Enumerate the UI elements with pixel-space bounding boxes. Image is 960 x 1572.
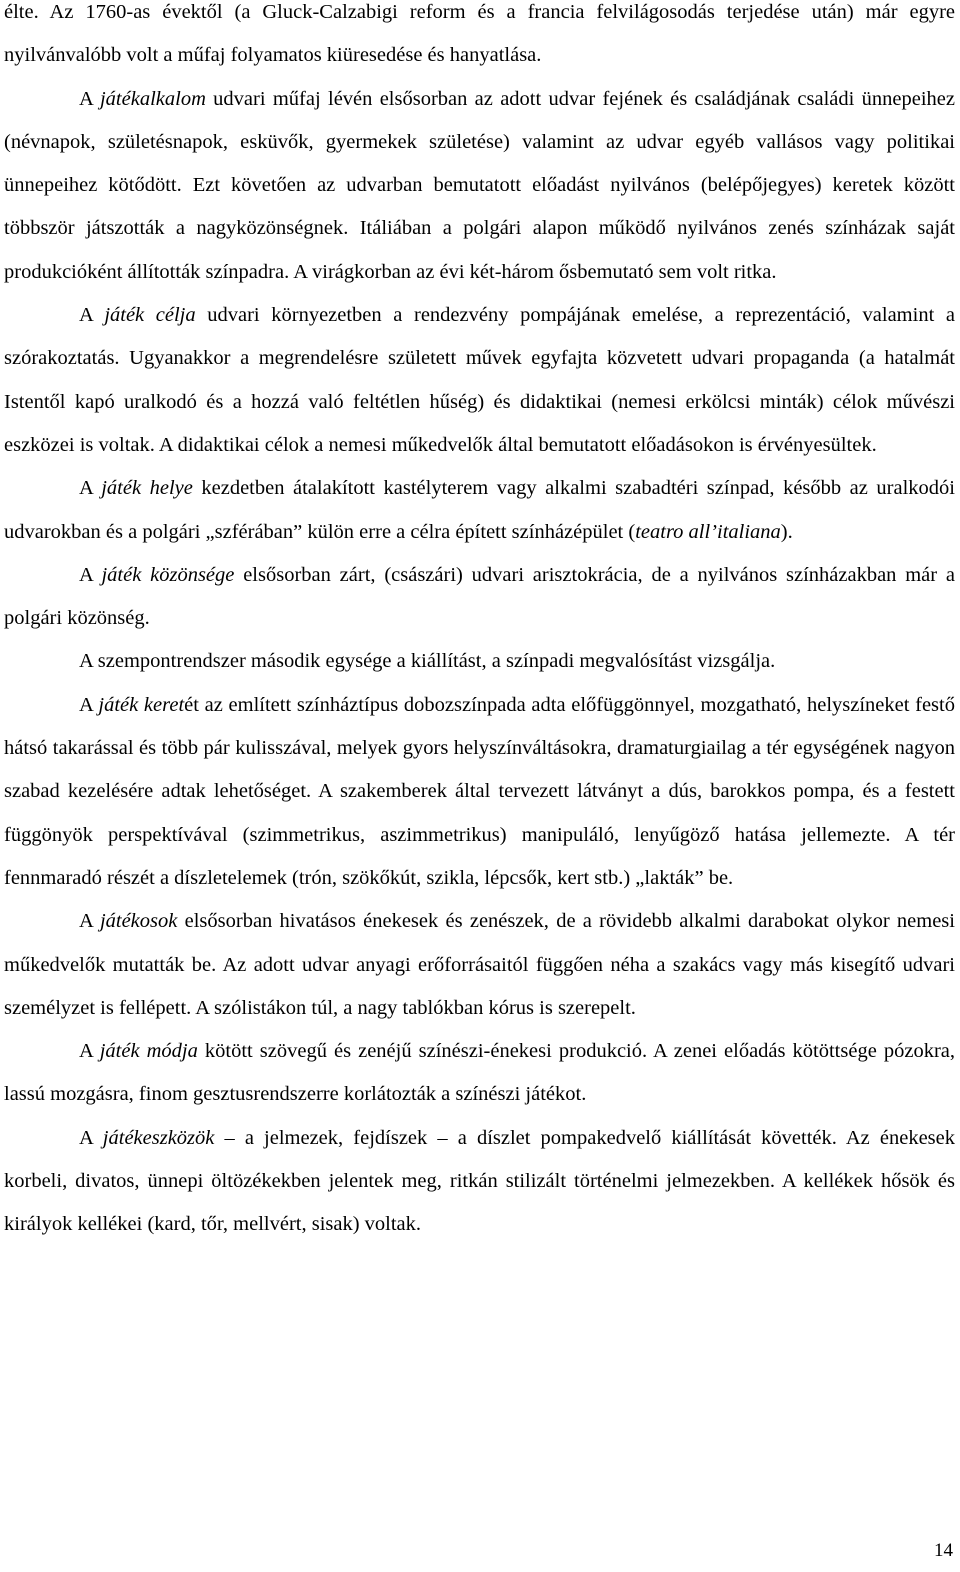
italic-term: játék helye (101, 477, 193, 500)
paragraph-6 (4, 640, 955, 683)
document-body (4, 0, 955, 1247)
paragraph-2 (4, 78, 955, 294)
text-run: kötött szövegű és zenéjű színészi-énekesi produkció. A zenei előadás kötöttsége pózokra, lassú mozgásra, finom gesztusrendszerre korlátozták a színészi játékot. (4, 1040, 955, 1106)
text-run: elsősorban zárt, (császári) udvari arisztokrácia, de a nyilvános színházakban már a polgári közönség. (4, 563, 956, 630)
text-run: elsősorban hivatásos énekesek és zenészek, de a rövidebb alkalmi darabokat olykor nemesi műkedvelők mutatták be. Az adott udvar anyagi erőforrásaitól függően néha a szakács vagy más kisegítő udvari személyzet is fellépett. A szólistákon túl, a nagy tablókban kórus is szerepelt. (4, 910, 955, 1019)
page-number: 14 (934, 1540, 953, 1561)
paragraph-7 (4, 684, 955, 900)
text-run: A (79, 1040, 100, 1063)
italic-term: játékeszközök (102, 1126, 215, 1149)
paragraph-10 (4, 1117, 955, 1247)
paragraph-3 (4, 294, 955, 467)
text-run: kezdetben átalakított kastélyterem vagy alkalmi szabadtéri színpad, később az uralkodói udvarokban és a polgári „szférában” külön erre a célra épített színházépület ( (4, 477, 955, 543)
italic-term: játékalkalom (99, 87, 206, 110)
paragraph-1 (4, 0, 955, 78)
paragraph-5 (4, 554, 955, 641)
italic-term: játék keret (98, 693, 185, 716)
text-run: élte. Az 1760-as évektől (a Gluck-Calzabigi reform és a francia felvilágosodás terjedése után) már egyre nyilvánvalóbb volt a műfaj folyamatos kiüresedése és hanyatlása. (4, 1, 955, 67)
text-run: udvari műfaj lévén elsősorban az adott udvar fejének és családjának családi ünnepeihez (névnapok, születésnapok, esküvők, gyermekek születése) valamint az udvar egyéb vallásos vagy politikai ünnepeihez kötődött. Ezt követően az udvarban bemutatott előadást nyilvános (belépőjegyes) keretek között többször játszották a nagyközönségnek. Itáliában a polgári alapon működő nyilvános zenés színházak saját produkcióként állították színpadra. A virágkorban az évi két-három ősbemutató sem volt ritka. (4, 87, 955, 283)
text-run: A (79, 87, 100, 110)
text-run: A (79, 304, 105, 327)
text-run: A (79, 563, 102, 586)
text-run: A (79, 910, 100, 933)
italic-term: játék közönsége (101, 563, 235, 586)
italic-term: játék célja (104, 304, 196, 327)
text-run: A (79, 693, 99, 716)
text-run: ). (780, 520, 793, 543)
paragraph-9 (4, 1030, 955, 1117)
text-run: udvari környezetben a rendezvény pompájának emelése, a reprezentáció, valamint a szórakoztatás. Ugyanakkor a megrendelésre született művek egyfajta közvetett udvari propaganda (a hatalmát Istentől kapó uralkodó és a hozzá való feltétlen hűség) és didaktikai (nemesi erkölcsi minták) célok művészi eszközei is voltak. A didaktikai célok a nemesi műkedvelők által bemutatott előadásokon is érvényesültek. (4, 304, 955, 456)
text-run: A szempontrendszer második egysége a kiállítást, a színpadi megvalósítást vizsgálja. (79, 650, 776, 673)
paragraph-4 (4, 467, 955, 554)
italic-term: játék módja (99, 1040, 198, 1063)
paragraph-8 (4, 900, 955, 1030)
text-run: A (79, 1126, 103, 1149)
italic-term: teatro all’italiana (635, 520, 781, 543)
text-run: – a jelmezek, fejdíszek – a díszlet pompakedvelő kiállítását követték. Az énekesek korbeli, divatos, ünnepi öltözékekben jelentek meg, ritkán stilizált történelmi jelmezekben. A kellékek hősök és királyok kellékei (kard, tőr, mellvért, sisak) voltak. (4, 1126, 955, 1236)
text-run: ét az említett színháztípus dobozszínpada adta előfüggönnyel, mozgatható, helyszíneket festő hátsó takarással és több pár kulisszával, melyek gyors helyszínváltásokra, dramaturgiailag a tér egységének nagyon szabad kezelésére adtak lehetőséget. A szakemberek által tervezett látványt a dús, barokkos pompa, és a festett függönyök perspektívával (szimmetrikus, aszimmetrikus) manipuláló, lenyűgöző hatása jellemezte. A tér fennmaradó részét a díszletelemek (trón, szökőkút, szikla, lépcsők, kert stb.) „lakták” be. (4, 693, 955, 889)
text-run: A (79, 477, 102, 500)
italic-term: játékosok (99, 910, 178, 933)
